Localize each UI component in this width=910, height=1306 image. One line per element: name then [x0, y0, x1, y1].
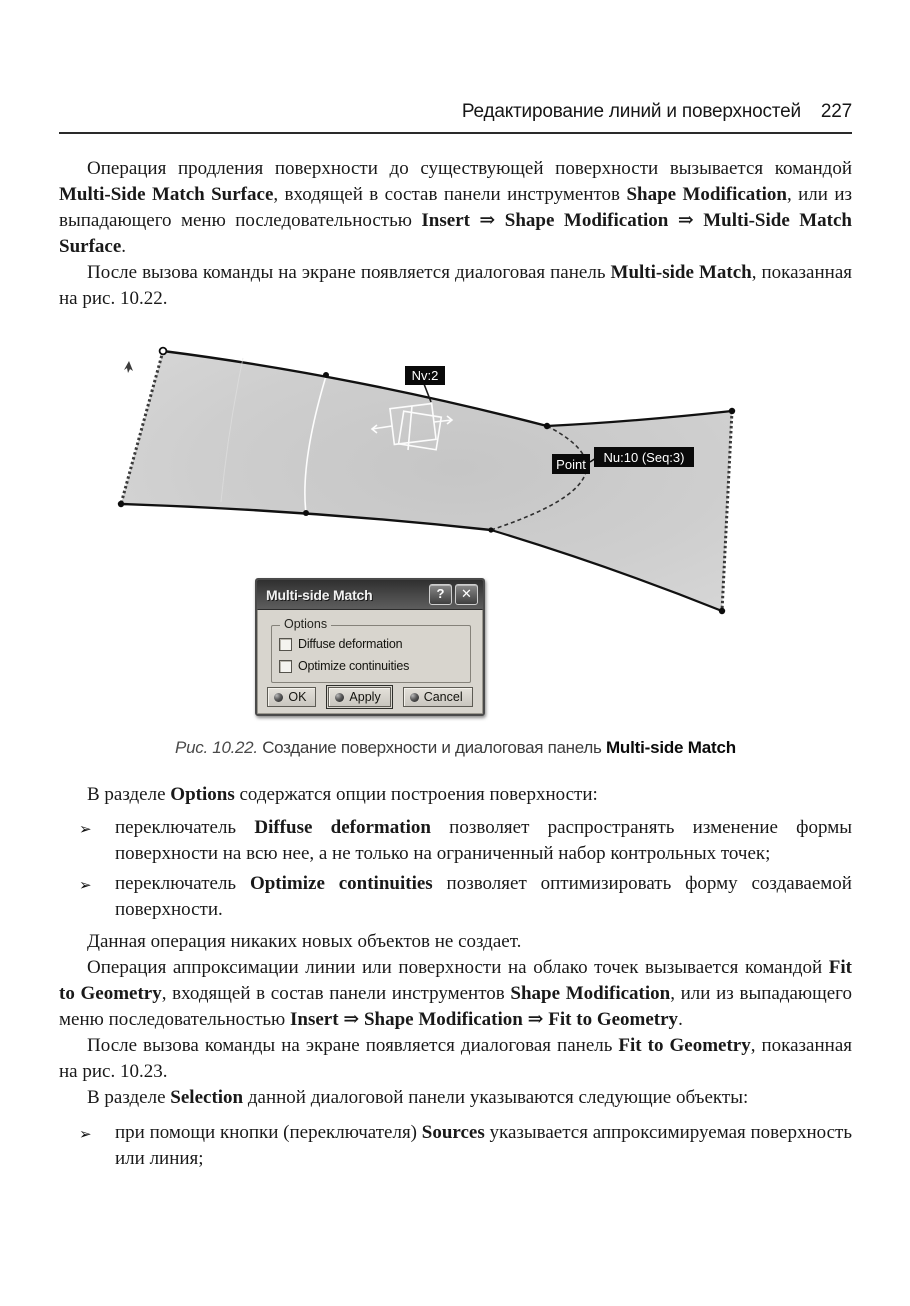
- bullet-arrow-icon: ➢: [79, 876, 92, 894]
- body-text-lower: [59, 782, 852, 1172]
- point-label: [552, 454, 590, 474]
- cursor-icon: [124, 361, 133, 373]
- cancel-button[interactable]: Cancel: [403, 687, 473, 707]
- apply-button[interactable]: Apply: [328, 687, 390, 707]
- list-item: ➢ при помощи кнопки (переключателя) Sources указывается аппроксимируемая поверхность или линия;: [59, 1120, 852, 1172]
- diffuse-deformation-checkbox[interactable]: [279, 638, 292, 651]
- apply-icon: [335, 693, 344, 702]
- options-group: [271, 617, 471, 683]
- paragraph: Операция аппроксимации линии или поверхности на облако точек вызывается командой Fit to Geometry, входящей в состав панели инструментов Shape Modification, или из выпадающего меню последовательностью Insert ⇒ Shape Modification ⇒ Fit to Geometry.: [59, 957, 852, 1030]
- paragraph: После вызова команды на экране появляется диалоговая панель Fit to Geometry, показанная на рис. 10.23.: [59, 1035, 852, 1082]
- svg-text:Point: Point: [556, 457, 586, 472]
- paragraph: После вызова команды на экране появляется диалоговая панель Multi-side Match, показанная на рис. 10.22.: [59, 262, 852, 309]
- svg-text:Nu:10 (Seq:3): Nu:10 (Seq:3): [603, 450, 685, 465]
- bullet-arrow-icon: ➢: [79, 1125, 92, 1143]
- dialog-title: Multi-side Match: [266, 586, 373, 603]
- nu-label: [594, 447, 694, 467]
- nv-label: [405, 366, 445, 385]
- page-number: 227: [820, 101, 852, 122]
- multi-side-match-dialog: [255, 578, 485, 716]
- optimize-continuities-row[interactable]: [279, 659, 409, 673]
- bullet-arrow-icon: ➢: [79, 820, 92, 838]
- options-group-label: Options: [280, 617, 331, 631]
- paragraph: Данная операция никаких новых объектов не создает.: [87, 931, 522, 952]
- dialog-buttons: [257, 687, 483, 707]
- svg-text:Nv:2: Nv:2: [411, 368, 439, 383]
- header-rule: [59, 132, 852, 134]
- figure-caption: Рис. 10.22. Создание поверхности и диалоговая панель Multi-side Match: [175, 738, 736, 757]
- ok-button[interactable]: OK: [267, 687, 316, 707]
- diffuse-deformation-label: Diffuse deformation: [298, 637, 403, 651]
- paragraph: В разделе Options содержатся опции построения поверхности:: [87, 784, 598, 805]
- figure-10-22: [0, 330, 910, 730]
- dialog-title-bar[interactable]: [257, 580, 483, 610]
- paragraph: В разделе Selection данной диалоговой панели указываются следующие объекты:: [87, 1087, 749, 1108]
- paragraph: Операция продления поверхности до существующей поверхности вызывается командой Multi-Side Match Surface, входящей в состав панели инструментов Shape Modification, или из выпадающего меню последовательностью Insert ⇒ Shape Modification ⇒ Multi-Side Match Surface.: [59, 158, 853, 257]
- chapter-title: Редактирование линий и поверхностей: [461, 101, 801, 122]
- close-button[interactable]: ✕: [455, 584, 478, 605]
- body-text-upper: [59, 156, 852, 312]
- help-button[interactable]: ?: [429, 584, 452, 605]
- cancel-icon: [410, 693, 419, 702]
- optimize-continuities-checkbox[interactable]: [279, 660, 292, 673]
- diffuse-deformation-row[interactable]: [279, 637, 402, 651]
- figure-number: Рис. 10.22.: [175, 738, 258, 757]
- ok-icon: [274, 693, 283, 702]
- optimize-continuities-label: Optimize continuities: [298, 659, 410, 673]
- list-item: ➢ переключатель Diffuse deformation позволяет распространять изменение формы поверхности на всю нее, а не только на ограниченный набор контрольных точек;: [59, 815, 852, 867]
- page-header: [59, 101, 852, 123]
- list-item: ➢ переключатель Optimize continuities позволяет оптимизировать форму создаваемой поверхности.: [59, 871, 852, 923]
